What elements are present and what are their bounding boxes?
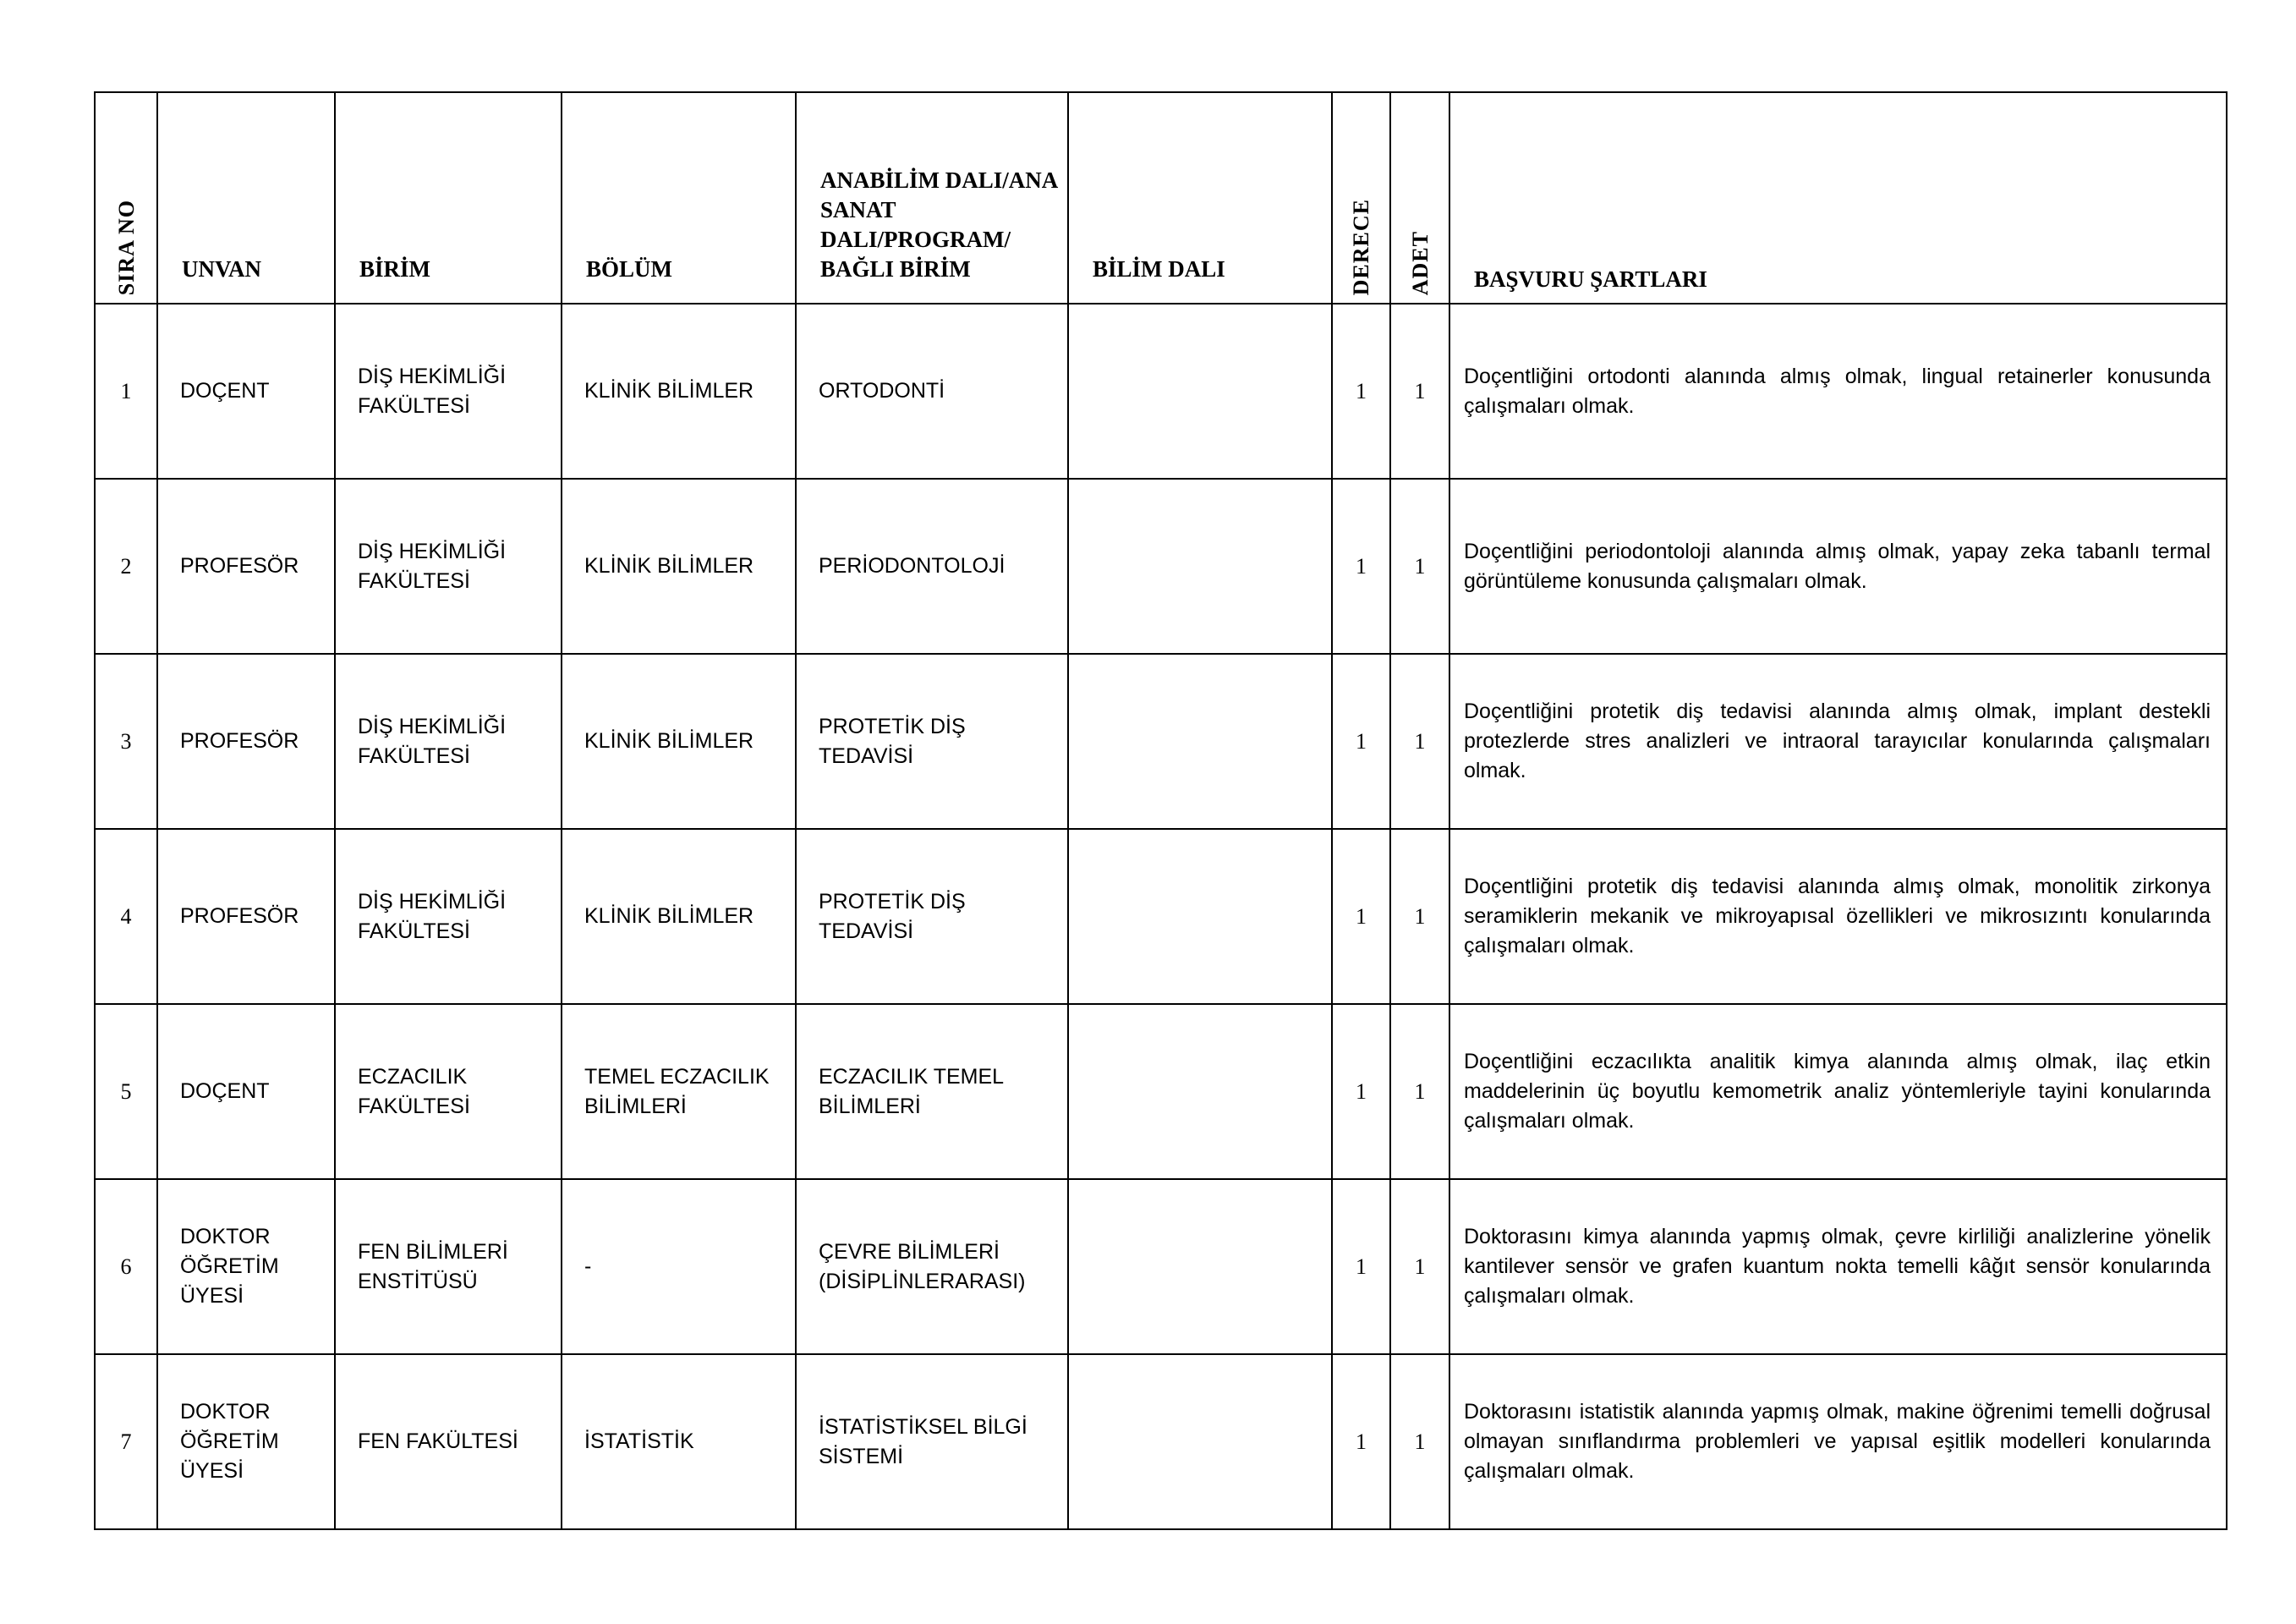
basvuru-sartlari-cell: Doçentliğini eczacılıkta analitik kimya alanında almış olmak, ilaç etkin maddelerinin üç boyutlu kemometrik analiz yöntemleriyle tayini konularında çalışmaları olmak. (1449, 1004, 2227, 1179)
birim-cell: DİŞ HEKİMLİĞİ FAKÜLTESİ (335, 654, 562, 829)
row-number: 7 (95, 1354, 157, 1529)
table-row (95, 304, 2227, 479)
bolum-cell: İSTATİSTİK (562, 1354, 796, 1529)
birim-cell: DİŞ HEKİMLİĞİ FAKÜLTESİ (335, 829, 562, 1004)
table-row (95, 1179, 2227, 1354)
header-sira-no-text: SIRA NO (113, 199, 139, 295)
bilim-dali-cell (1068, 1354, 1332, 1529)
row-number: 1 (95, 304, 157, 479)
header-derece-text: DERECE (1349, 198, 1373, 295)
adet-cell: 1 (1390, 1179, 1449, 1354)
positions-table (94, 91, 2228, 1530)
anabilim-cell: ORTODONTİ (796, 304, 1068, 479)
birim-cell: DİŞ HEKİMLİĞİ FAKÜLTESİ (335, 479, 562, 654)
header-sira-no (95, 92, 157, 304)
header-row (95, 92, 2227, 304)
table-row (95, 479, 2227, 654)
row-number: 5 (95, 1004, 157, 1179)
bilim-dali-cell (1068, 1004, 1332, 1179)
bilim-dali-cell (1068, 479, 1332, 654)
unvan-cell: DOÇENT (157, 1004, 335, 1179)
adet-cell: 1 (1390, 479, 1449, 654)
unvan-cell: PROFESÖR (157, 479, 335, 654)
birim-cell: FEN FAKÜLTESİ (335, 1354, 562, 1529)
row-number: 3 (95, 654, 157, 829)
adet-cell: 1 (1390, 654, 1449, 829)
table-row (95, 829, 2227, 1004)
derece-cell: 1 (1332, 654, 1390, 829)
unvan-cell: PROFESÖR (157, 829, 335, 1004)
anabilim-cell: PROTETİK DİŞ TEDAVİSİ (796, 829, 1068, 1004)
anabilim-cell: İSTATİSTİKSEL BİLGİ SİSTEMİ (796, 1354, 1068, 1529)
header-derece (1332, 92, 1390, 304)
header-unvan: UNVAN (157, 92, 335, 304)
basvuru-sartlari-cell: Doçentliğini periodontoloji alanında almış olmak, yapay zeka tabanlı termal görüntüleme konusunda çalışmaları olmak. (1449, 479, 2227, 654)
table-row (95, 654, 2227, 829)
table-row (95, 1354, 2227, 1529)
header-basvuru: BAŞVURU ŞARTLARI (1449, 92, 2227, 304)
header-anabilim: ANABİLİM DALI/ANA SANAT DALI/PROGRAM/ BAĞLI BİRİM (796, 92, 1068, 304)
unvan-cell: DOKTOR ÖĞRETİM ÜYESİ (157, 1354, 335, 1529)
adet-cell: 1 (1390, 829, 1449, 1004)
bolum-cell: KLİNİK BİLİMLER (562, 829, 796, 1004)
anabilim-cell: ÇEVRE BİLİMLERİ (DİSİPLİNLERARASI) (796, 1179, 1068, 1354)
basvuru-sartlari-cell: Doktorasını istatistik alanında yapmış olmak, makine öğrenimi temelli doğrusal olmayan sınıflandırma problemleri ve yapısal eşitlik modelleri konularında çalışmaları olmak. (1449, 1354, 2227, 1529)
header-adet-text: ADET (1407, 230, 1433, 295)
basvuru-sartlari-cell: Doçentliğini protetik diş tedavisi alanında almış olmak, monolitik zirkonya seramiklerin mekanik ve mikroyapısal özellikleri ve mikrosızıntı konularında çalışmaları olmak. (1449, 829, 2227, 1004)
basvuru-sartlari-cell: Doçentliğini ortodonti alanında almış olmak, lingual retainerler konusunda çalışmaları olmak. (1449, 304, 2227, 479)
bolum-cell: - (562, 1179, 796, 1354)
bilim-dali-cell (1068, 304, 1332, 479)
row-number: 2 (95, 479, 157, 654)
header-bolum: BÖLÜM (562, 92, 796, 304)
adet-cell: 1 (1390, 1004, 1449, 1179)
derece-cell: 1 (1332, 1354, 1390, 1529)
bolum-cell: KLİNİK BİLİMLER (562, 654, 796, 829)
header-bilim-dali: BİLİM DALI (1068, 92, 1332, 304)
bolum-cell: KLİNİK BİLİMLER (562, 479, 796, 654)
unvan-cell: PROFESÖR (157, 654, 335, 829)
bolum-cell: TEMEL ECZACILIK BİLİMLERİ (562, 1004, 796, 1179)
birim-cell: FEN BİLİMLERİ ENSTİTÜSÜ (335, 1179, 562, 1354)
header-adet (1390, 92, 1449, 304)
derece-cell: 1 (1332, 1179, 1390, 1354)
anabilim-cell: ECZACILIK TEMEL BİLİMLERİ (796, 1004, 1068, 1179)
basvuru-sartlari-cell: Doçentliğini protetik diş tedavisi alanında almış olmak, implant destekli protezlerde stres analizleri ve intraoral tarayıcılar konularında çalışmaları olmak. (1449, 654, 2227, 829)
row-number: 6 (95, 1179, 157, 1354)
derece-cell: 1 (1332, 1004, 1390, 1179)
adet-cell: 1 (1390, 1354, 1449, 1529)
bolum-cell: KLİNİK BİLİMLER (562, 304, 796, 479)
anabilim-cell: PERİODONTOLOJİ (796, 479, 1068, 654)
bilim-dali-cell (1068, 654, 1332, 829)
adet-cell: 1 (1390, 304, 1449, 479)
bilim-dali-cell (1068, 829, 1332, 1004)
table-row (95, 1004, 2227, 1179)
header-birim: BİRİM (335, 92, 562, 304)
anabilim-cell: PROTETİK DİŞ TEDAVİSİ (796, 654, 1068, 829)
unvan-cell: DOKTOR ÖĞRETİM ÜYESİ (157, 1179, 335, 1354)
unvan-cell: DOÇENT (157, 304, 335, 479)
row-number: 4 (95, 829, 157, 1004)
birim-cell: DİŞ HEKİMLİĞİ FAKÜLTESİ (335, 304, 562, 479)
bilim-dali-cell (1068, 1179, 1332, 1354)
birim-cell: ECZACILIK FAKÜLTESİ (335, 1004, 562, 1179)
derece-cell: 1 (1332, 479, 1390, 654)
derece-cell: 1 (1332, 829, 1390, 1004)
derece-cell: 1 (1332, 304, 1390, 479)
basvuru-sartlari-cell: Doktorasını kimya alanında yapmış olmak, çevre kirliliği analizlerine yönelik kantilever sensör ve grafen kuantum nokta temelli kâğıt sensör konularında çalışmaları olmak. (1449, 1179, 2227, 1354)
